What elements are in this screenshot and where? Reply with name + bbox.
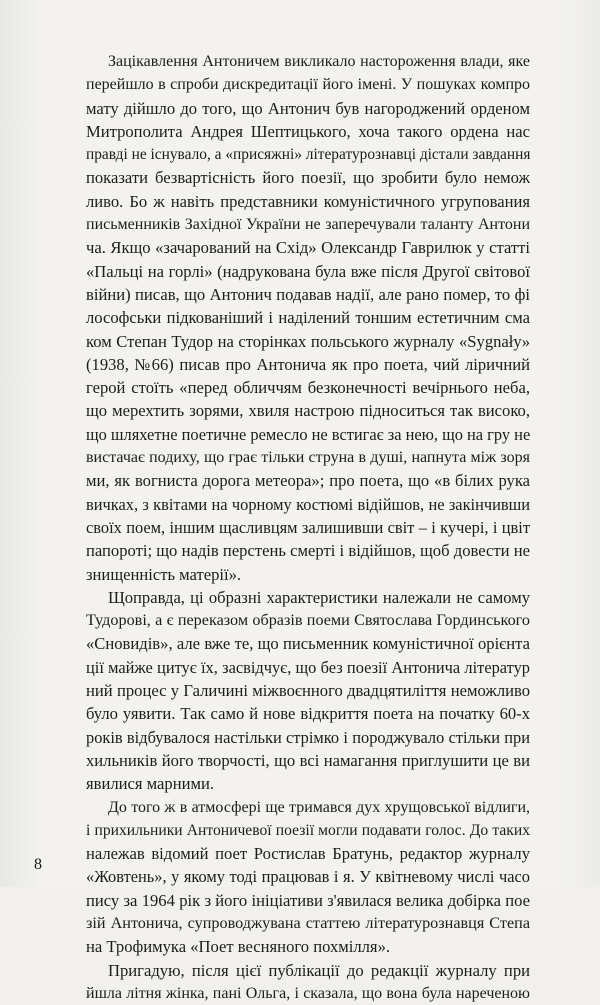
text-line: своїх поем, іншим щасливцям залишивши світ – і кучері, і цвіт — [86, 517, 530, 537]
text-line: Пригадую, після цієї публікації до редакції журналу при — [108, 960, 530, 980]
text-line: «Сновидів», але вже те, що письменник комуністичної орієнта — [86, 634, 530, 654]
text-line: ком Степан Тудор на сторінках польського журналу «Sygnały» — [86, 331, 530, 351]
text-line: герой стоїть «перед обличчям безконечності вечірнього неба, — [86, 378, 530, 398]
text-line: Митрополита Андрея Шептицького, хоча такого ордена нас — [86, 121, 530, 141]
text-line: знищенність матерії». — [86, 564, 242, 584]
text-line: хильників його творчості, що всі намагання приглушити це ви — [86, 750, 530, 770]
text-line: правді не існувало, а «присяжні» літературознавці дістали завдання — [86, 146, 530, 164]
text-line: років відбувалося настільки стрімко і породжувало стільки при — [86, 727, 530, 747]
text-line: мату дійшло до того, що Антонич був нагороджений орденом — [86, 98, 530, 118]
text-line: «Пальці на горлі» (надрукована була вже після Другої світової — [86, 261, 530, 281]
text-line: було уявити. Так само й нове відкриття поета на початку 60-х — [86, 704, 530, 724]
text-line: показати безвартісність його поезії, що зробити було немож — [86, 168, 530, 188]
text-line: Щоправда, ці образні характеристики належали не самому — [108, 587, 530, 607]
text-line: лософськи підкованіший і наділений тоншим естетичним сма — [86, 308, 530, 328]
text-line: війни) писав, що Антонич подавав надії, але рано помер, то фі — [86, 284, 530, 304]
text-line: ний процес у Галичині міжвоєнного двадцятиліття неможливо — [86, 681, 530, 701]
text-line: пису за 1964 рік з його ініціативи з'явилася велика добірка пое — [86, 890, 530, 910]
body-text — [86, 50, 530, 1005]
text-line: вистачає подиху, що грає тільки струна в душі, напнута між зоря — [86, 449, 530, 467]
text-line: що мерехтить зорями, хвиля настрою підноситься так високо, — [86, 401, 530, 421]
text-line: Тудорові, а є переказом образів поеми Святослава Гординського — [86, 611, 530, 630]
text-line: зій Антонича, супроводжувана статтею літературознавця Степа — [86, 913, 530, 932]
text-line: ливо. Бо ж навіть представники комуністичного угрупования — [86, 191, 530, 211]
text-line: і прихильники Антоничевої поезії могли подавати голос. До таких — [86, 821, 530, 839]
text-line: ми, як вогниста дорога метеора»; про поета, що «в білих рука — [86, 471, 530, 491]
text-line: що шляхетне поетичне ремесло не встигає за нею, що на гру не — [86, 424, 530, 444]
text-line: йшла літня жінка, пані Ольга, і сказала, що вона була нареченою — [86, 984, 530, 1002]
text-line: (1938, №66) писав про Антонича як про поета, чий ліричний — [86, 354, 530, 374]
text-line: вичках, з квітами на чорному костюмі відійшов, не закінчивши — [86, 494, 530, 514]
text-line: папороті; що надів перстень смерті і відійшов, щоб довести не — [86, 541, 530, 561]
text-line: письменників Західної України не заперечували таланту Антони — [86, 216, 530, 234]
text-line: належав відомий поет Ростислав Братунь, редактор журналу — [86, 844, 530, 864]
text-line: ча. Якщо «зачарований на Схід» Олександр Гаврилюк у статті — [86, 238, 530, 258]
text-line: До того ж в атмосфері ще тримався дух хрущовської відлиги, — [108, 798, 530, 816]
text-line: на Трофимука «Поет весняного похмілля». — [86, 937, 391, 957]
text-line: Зацікавлення Антоничем викликало настороження влади, яке — [108, 53, 530, 70]
text-line: ції майже цитує їх, засвідчує, що без поезії Антонича літератур — [86, 657, 530, 677]
page-number: 8 — [34, 856, 42, 873]
text-line: «Жовтень», у якому тоді працював і я. У квітневому числі часо — [86, 867, 530, 887]
text-line: перейшло в спроби дискредитації його імені. У пошуках компро — [86, 76, 530, 94]
text-line: явилися марними. — [86, 774, 214, 794]
